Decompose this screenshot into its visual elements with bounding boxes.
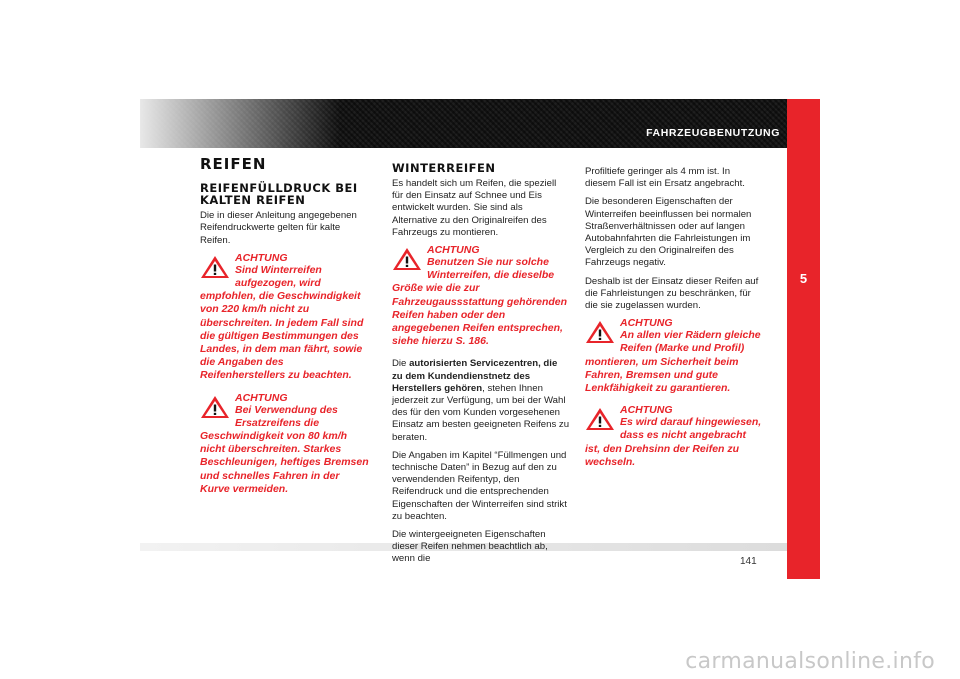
paragraph: Es handelt sich um Reifen, die speziell für den Einsatz auf Schnee und Eis entwickelt wurden. Sie sind als Alternative zu den Originalreifen des Fahrzeugs zu montieren. [392,178,557,238]
warning-text: Benutzen Sie nur solche Winterreifen, die dieselbe Größe wie die zur Fahrzeugaussstattung gehörenden Reifen haben oder den angegebenen Reifen entsprechen, siehe hierzu S. 186. [392,256,568,348]
page-number: 141 [740,556,757,567]
warning-triangle-icon [585,407,615,431]
section-title: FAHRZEUGBENUTZUNG [646,127,780,139]
warning-label: ACHTUNG [620,317,673,330]
page-title: REIFEN [200,155,267,173]
warning-box [392,245,570,348]
warning-box [585,318,763,395]
paragraph: Die Angaben im Kapitel “Füllmengen und technische Daten” in Bezug auf den zu verwendenden Reifentyp, den Reifendruck und die entsprechenden Eigenschaften der Winterreifen sind strikt zu beachten. [392,449,567,522]
paragraph: Deshalb ist der Einsatz dieser Reifen auf die Fahrleistungen zu beschränken, für die sie zugelassen wurden. [585,275,759,312]
warning-triangle-icon [585,320,615,344]
chapter-number: 5 [799,271,808,286]
warning-box [200,393,370,496]
warning-text: Sind Winterreifen aufgezogen, wird empfohlen, die Geschwindigkeit von 220 km/h nicht zu überschreiten. In jedem Fall sind die gültigen Bestimmungen des Landes, in dem man fährt, sowie die Angaben des Reifenherstellers zu beachten. [200,263,364,382]
column-3 [585,166,763,479]
paragraph [392,358,570,443]
warning-text: Es wird darauf hingewiesen, dass es nicht angebracht ist, den Drehsinn der Reifen zu wechseln. [585,416,762,468]
warning-text: Bei Verwendung des Ersatzreifens die Geschwindigkeit von 80 km/h nicht überschreiten. Starkes Beschleunigen, heftiges Bremsen und schnelles Fahren in der Kurve vermeiden. [200,403,369,495]
chapter-tab [787,99,820,579]
subtitle-tire-pressure: REIFENFÜLLDRUCK BEI KALTEN REIFEN [200,181,358,208]
paragraph: Profiltiefe geringer als 4 mm ist. In diesem Fall ist ein Ersatz angebracht. [585,166,745,190]
header-band-fade [140,99,340,148]
paragraph: Die besonderen Eigenschaften der Winterreifen beeinflussen bei normalen Straßenverhältnissen oder auf langen Autobahnfahrten die Fahrleistungen im Vergleich zu den Originalreifen des Fahrzeugs negativ. [585,196,752,269]
warning-text: An allen vier Rädern gleiche Reifen (Marke und Profil) montieren, um Sicherheit beim Fahren, Bremsen und gute Lenkfähigkeit zu garantieren. [585,329,761,395]
warning-triangle-icon [392,247,422,271]
warning-box [200,253,370,383]
intro-text: Die in dieser Anleitung angegebenen Reifendruckwerte gelten für kalte Reifen. [200,210,357,246]
subtitle-winter-tires: WINTERREIFEN [392,161,496,175]
warning-box [585,405,763,469]
watermark: carmanualsonline.info [685,649,935,674]
column-1 [200,155,370,506]
paragraph: Die wintergeeigneten Eigenschaften dieser Reifen nehmen beachtlich ab, wenn die [392,529,548,565]
column-2 [392,158,570,572]
paragraph-prefix: Die [392,358,410,370]
service-center-text: autorisierten Servicezentren, die zu dem Kundendienstnetz des Herstellers gehören [392,358,558,394]
warning-triangle-icon [200,395,230,419]
paragraph-suffix: , stehen Ihnen jederzeit zur Verfügung, um bei der Wahl des für den vom Kunden vorgesehenen Einsatz am besten geeigneten Reifens zu beraten. [392,382,570,443]
warning-label: ACHTUNG [235,391,288,404]
warning-label: ACHTUNG [427,244,480,257]
warning-label: ACHTUNG [620,404,673,417]
warning-triangle-icon [200,255,230,279]
warning-label: ACHTUNG [235,251,288,264]
